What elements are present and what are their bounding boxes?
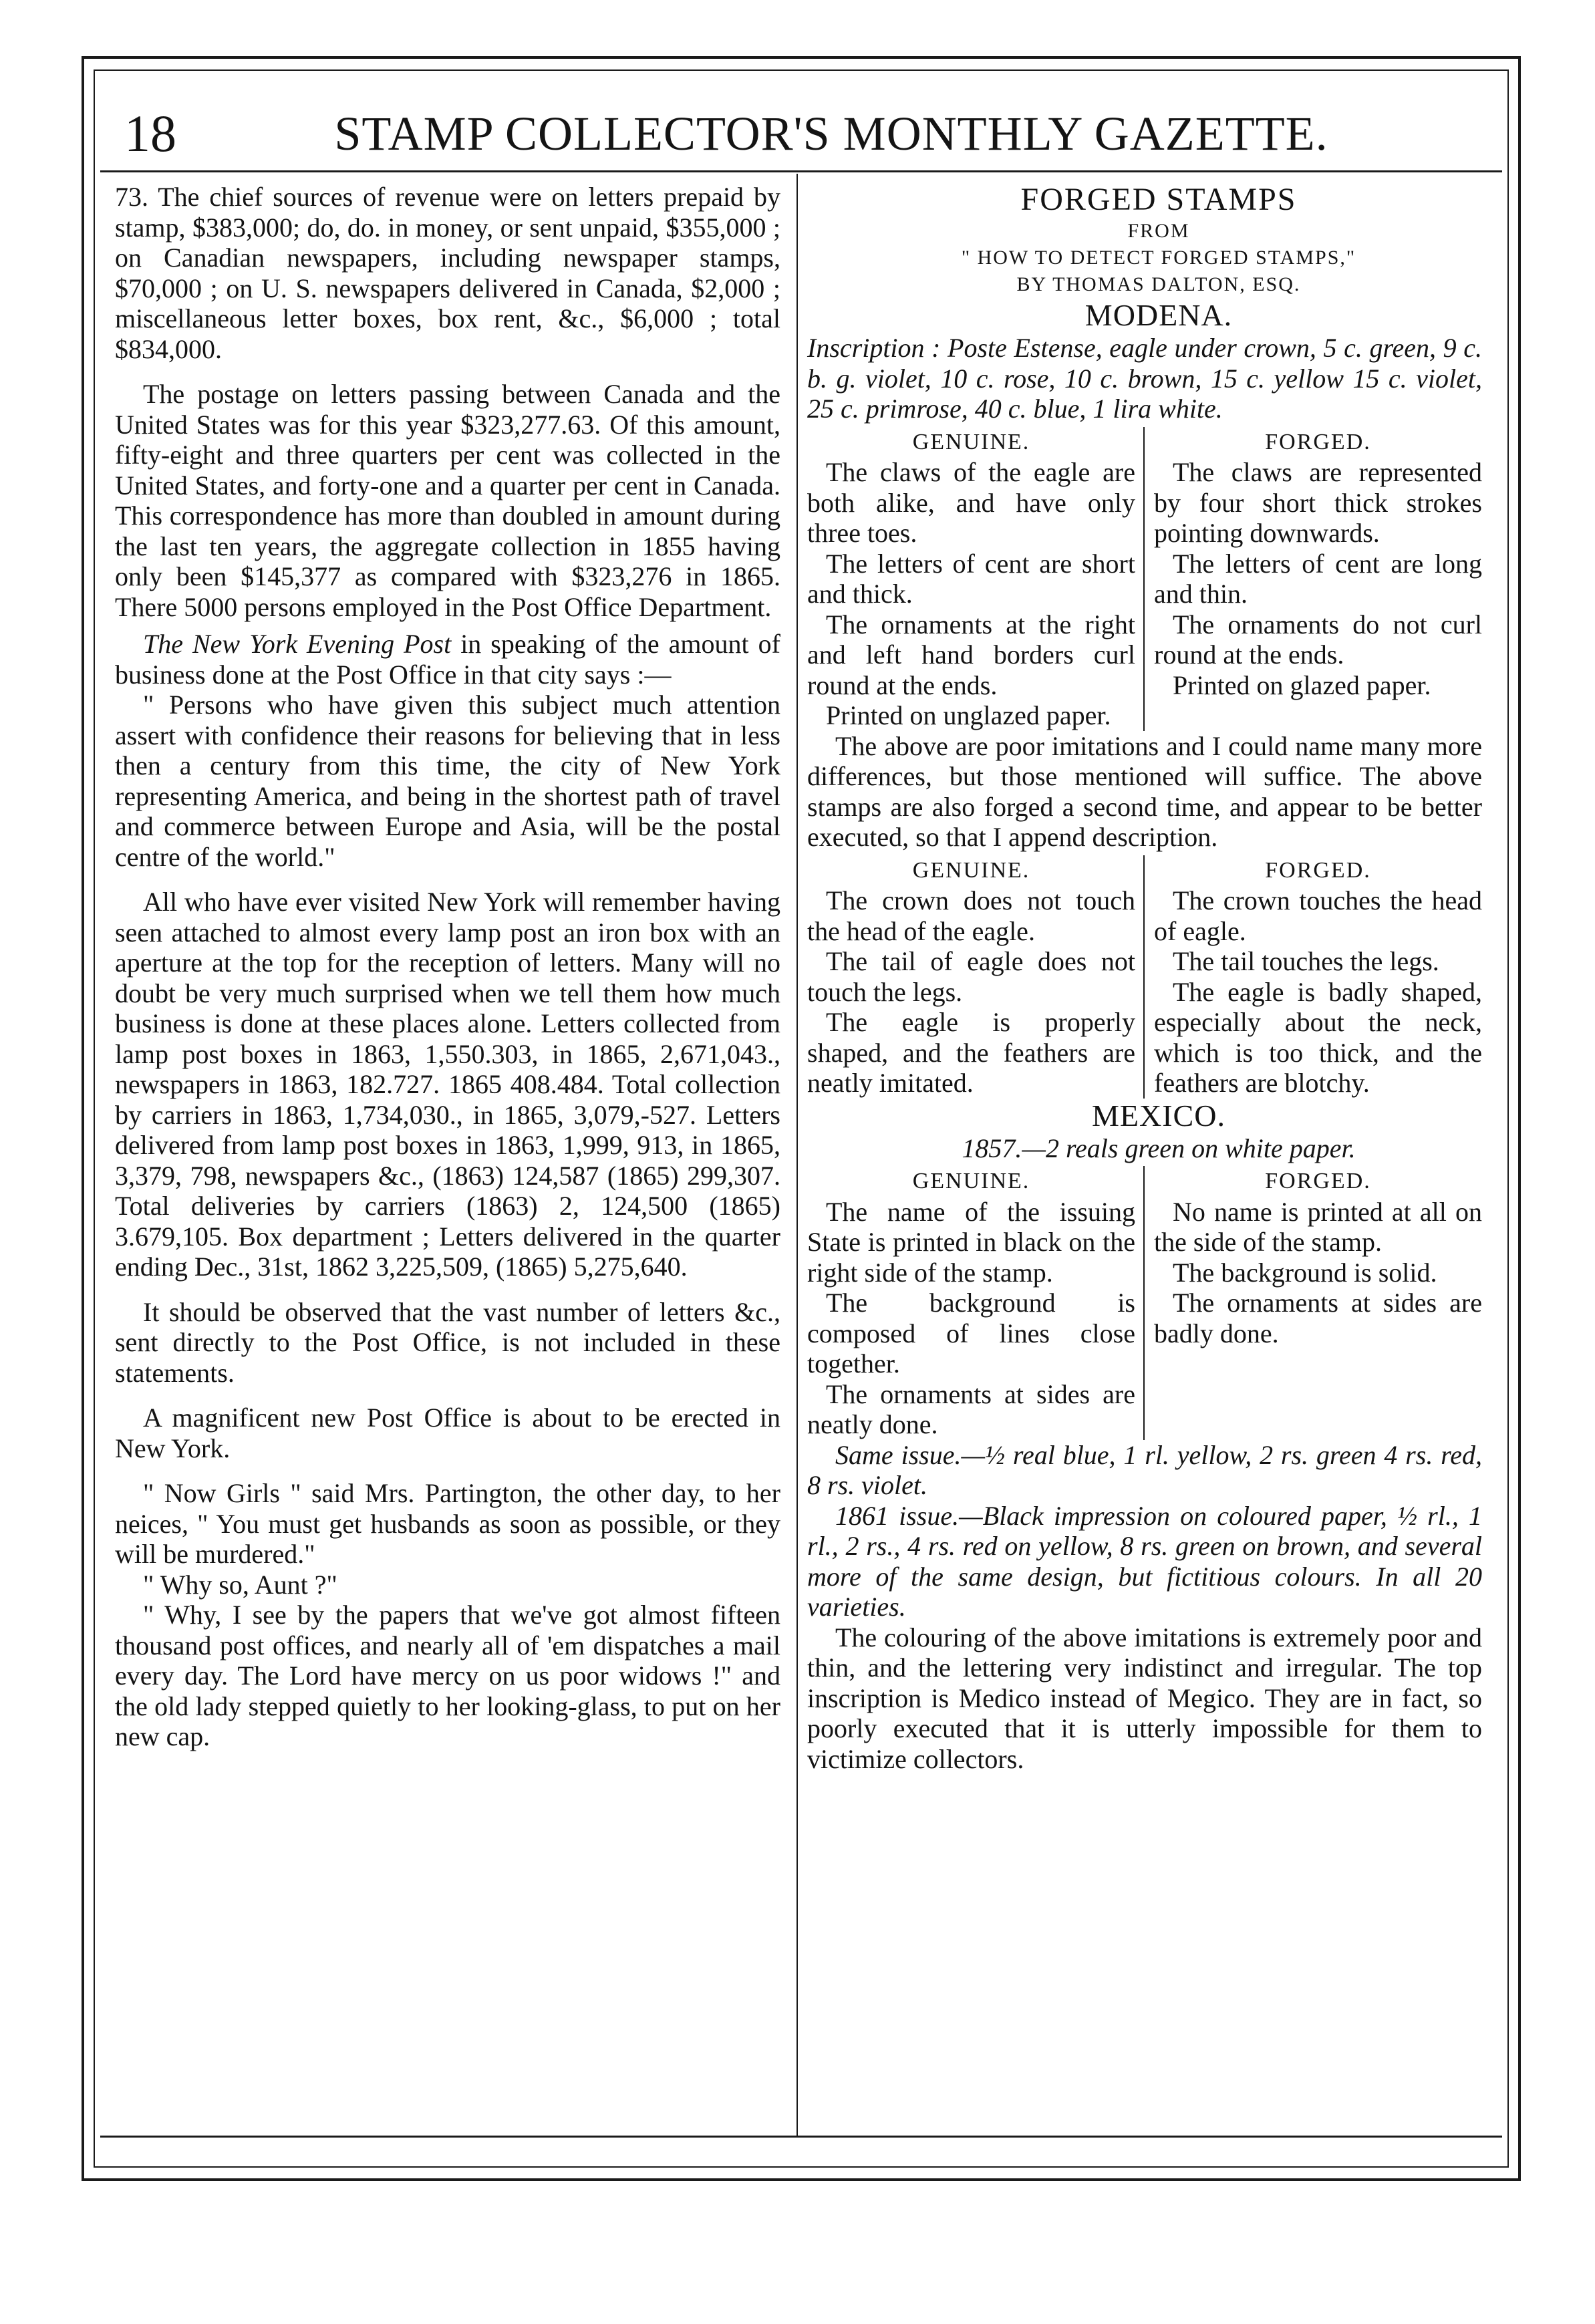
lamp-post-paragraph: All who have ever visited New York will remember having seen attached to almost every lamp post an iron box with an aperture at the top for the reception of letters. Many will no doubt be very much surprised when we tell them how much business is done at these places alone. Letters collected from lamp post boxes in 1863, 1,550.303, in 1865, 2,671,043., newspapers in 1863, 182.727. 1865 408.484. Total collection by carriers in 1863, 1,734,030., in 1865, 3,079,-527. Letters delivered from lamp post boxes in 1863, 1,999, 913, in 1865, 3,379, 798, newspapers &c., (1863) 124,587 (1865) 299,307. Total deliveries by carriers (1863) 2, 124,500 (1865) 3.679,105. Box department ; Letters delivered in the quarter ending Dec., 31st, 1862 3,225,509, (1865) 5,275,640. [115, 887, 780, 1282]
revenue-paragraph: 73. The chief sources of revenue were on letters prepaid by stamp, $383,000; do, do. in money, or sent unpaid, $355,000 ; on Canadian newspapers, including newspaper stamps, $70,000 ; on U. S. newspapers delivered in Canada, $2,000 ; miscellaneous letter boxes, box rent, &c., $6,000 ; total $834,000. [115, 182, 780, 364]
mexico-same-issue: Same issue.—½ real blue, 1 rl. yellow, 2 rs. green 4 rs. red, 8 rs. violet. [807, 1439, 1482, 1500]
genuine-point: Printed on unglazed paper. [826, 700, 1111, 730]
mexico-1861-issue: 1861 issue.—Black impression on coloured paper, ½ rl., 1 rl., 2 rs., 4 rs. red on yellow, 8 rs. green on brown, and several more of the same design, but fictitious colours. In all 20 varieties. [807, 1500, 1482, 1622]
column-divider [796, 174, 798, 2136]
genuine-point: The claws of the eagle are both alike, and have only three toes. [807, 457, 1135, 548]
postage-paragraph: The postage on letters passing between Canada and the United States was for this year $323,277.63. Of this amount, fifty-eight and three quarters per cent was collected in the United States, and forty-one and a quarter per cent in Canada. This correspondence has more than doubled in amount during the last ten years, the aggregate collection in 1855 having only been $145,377 as compared with $323,276 in 1865. There 5000 persons employed in the Post Office Department. [115, 379, 780, 622]
forged-point: Printed on glazed paper. [1173, 670, 1431, 700]
genuine-point: The background is composed of lines close together. [807, 1288, 1135, 1378]
modena-genuine-column-2 [807, 855, 1145, 1099]
forged-label: FORGED. [1265, 1169, 1371, 1193]
modena-note: The above are poor imitations and I could name many more differences, but those mentioned will suffice. The above stamps are also forged a second time, and appear to be better executed, so that I append description. [807, 730, 1482, 852]
genuine-label: GENUINE. [912, 857, 1030, 883]
new-post-office-paragraph: A magnificent new Post Office is about to be erected in New York. [115, 1403, 780, 1463]
partington-closing: " Why, I see by the papers that we've got almost fifteen thousand post offices, and nearly all of 'em dispatches a mail every day. The Lord have mercy on us poor widows !" and the old lady stepped quietly to her looking-glass, to put on her new cap. [115, 1600, 780, 1751]
genuine-label: GENUINE. [912, 429, 1030, 454]
mexico-genuine-column [807, 1166, 1145, 1440]
from-label: FROM [1127, 220, 1190, 242]
forged-point: The letters of cent are long and thin. [1154, 548, 1482, 609]
genuine-point: The crown does not touch the head of the eagle. [807, 885, 1135, 946]
right-column [807, 182, 1482, 1774]
forged-point: The claws are represented by four short thick strokes pointing downwards. [1154, 457, 1482, 548]
page-header [100, 100, 1502, 172]
evening-post-text: in speaking of the amount of business done at the Post Office in that city says :— [115, 629, 780, 690]
mexico-closing: The colouring of the above imitations is extremely poor and thin, and the lettering very indistinct and irregular. The top inscription is Medico instead of Megico. They are in fact, so poorly executed that it is utterly impossible for them to victimize collectors. [807, 1622, 1482, 1774]
newspaper-name: The New York Evening Post [143, 629, 452, 659]
genuine-point: The ornaments at the right and left hand borders curl round at the ends. [807, 609, 1135, 700]
genuine-point: The letters of cent are short and thick. [807, 548, 1135, 609]
modena-comparison-2 [807, 855, 1482, 1099]
left-column [115, 182, 780, 1752]
genuine-label: GENUINE. [912, 1169, 1030, 1193]
gazette-title: STAMP COLLECTOR'S MONTHLY GAZETTE. [334, 107, 1328, 160]
mexico-heading: MEXICO. [1092, 1098, 1225, 1133]
forged-point: The ornaments do not curl round at the ends. [1154, 609, 1482, 670]
bottom-rule [100, 2136, 1502, 2138]
forged-label: FORGED. [1265, 857, 1371, 883]
mexico-comparison [807, 1166, 1482, 1440]
forged-stamps-title: FORGED STAMPS [1020, 182, 1297, 217]
forged-point: No name is printed at all on the side of the stamp. [1154, 1196, 1482, 1257]
modena-genuine-column [807, 427, 1145, 731]
mexico-forged-column [1145, 1166, 1482, 1440]
evening-post-paragraph [115, 629, 780, 690]
forged-label: FORGED. [1265, 429, 1371, 454]
observation-paragraph: It should be observed that the vast number of letters &c., sent directly to the Post Office, is not included in these statements. [115, 1296, 780, 1388]
mexico-issue: 1857.—2 reals green on white paper. [962, 1133, 1356, 1163]
modena-comparison [807, 427, 1482, 731]
modena-inscription: Inscription : Poste Estense, eagle under crown, 5 c. green, 9 c. b. g. violet, 10 c. rose, 10 c. brown, 15 c. yellow 15 c. violet, 25 c. primrose, 40 c. blue, 1 lira white. [807, 333, 1482, 424]
forged-point: The tail touches the legs. [1173, 946, 1439, 976]
genuine-point: The tail of eagle does not touch the legs. [807, 946, 1135, 1007]
modena-forged-column-2 [1145, 855, 1482, 1099]
source-title: " HOW TO DETECT FORGED STAMPS," [961, 247, 1356, 269]
page-number: 18 [124, 104, 176, 162]
forged-point: The background is solid. [1173, 1257, 1437, 1288]
forged-point: The ornaments at sides are badly done. [1154, 1288, 1482, 1348]
quote-paragraph: " Persons who have given this subject much attention assert with confidence their reasons for believing that in less then a century from this time, the city of New York representing America, and being in the shortest path of travel and commerce between Europe and Asia, will be the postal centre of the world." [115, 690, 780, 872]
partington-paragraph: " Now Girls " said Mrs. Partington, the other day, to her neices, " You must get husbands as soon as possible, or they will be murdered." [115, 1478, 780, 1569]
genuine-point: The name of the issuing State is printed in black on the right side of the stamp. [807, 1196, 1135, 1288]
forged-point: The crown touches the head of eagle. [1154, 885, 1482, 946]
genuine-point: The eagle is properly shaped, and the feathers are neatly imitated. [807, 1007, 1135, 1098]
forged-point: The eagle is badly shaped, especially about the neck, which is too thick, and the feathers are blotchy. [1154, 976, 1482, 1098]
partington-reply: " Why so, Aunt ?" [143, 1569, 337, 1600]
genuine-point: The ornaments at sides are neatly done. [807, 1378, 1135, 1439]
author-line: BY THOMAS DALTON, ESQ. [1016, 273, 1301, 295]
modena-heading: MODENA. [1084, 298, 1233, 332]
modena-forged-column [1145, 427, 1482, 731]
